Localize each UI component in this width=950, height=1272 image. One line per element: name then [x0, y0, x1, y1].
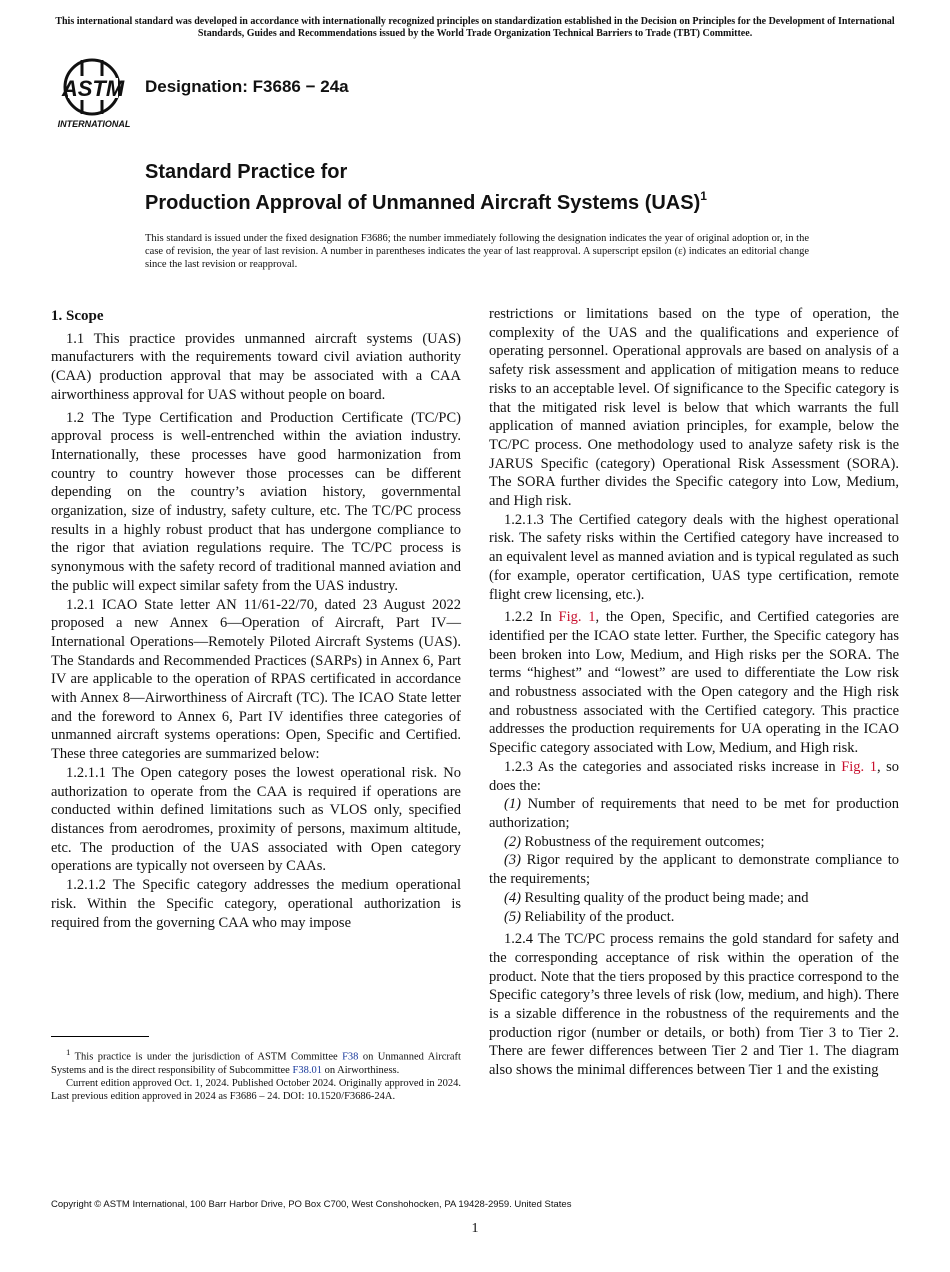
para-1-2-1-3: 1.2.1.3 The Certified category deals with the highest operational risk. The safety risks within the Certified category have increased to an equivalent level as manned aviation and is typical regulated as such (for example, operator certification, UAS type certification, remote flight crew licensing, etc.). — [489, 511, 899, 603]
title-footnote-marker: 1 — [700, 189, 707, 203]
figure-link[interactable]: Fig. 1 — [841, 758, 877, 775]
para-1-2-1-2-continued: restrictions or limitations based on the type of operation, the complexity of the UAS and the qualifications and experience of operating personnel. Operational approvals are based on analysis of a safety risk assessment and application of mitigation means to reduce risks to an acceptable level. Of significance to the Specific category is that the mitigated risk level is below that which warrants the full application of manned aviation principles, for example, below the TC/PC process. One methodology used to analyze safety risk is the JARUS Specific (category) Operational Risk Assessment (SORA). The SORA further divides the Specific category into Low, Medium, and High risk. — [489, 306, 899, 510]
para-1-1: 1.1 This practice provides unmanned aircraft systems (UAS) manufacturers with the requirements toward civil aviation authority (CAA) production approval that may be associated with a CAA airworthiness approval for UAS without people on board. — [51, 330, 461, 403]
list-number: (5) — [504, 908, 521, 925]
list-number: (2) — [504, 833, 521, 850]
para-1-2-3 — [489, 758, 899, 795]
title-line-2 — [145, 184, 707, 215]
list-item — [489, 795, 899, 832]
footnote-approval: Current edition approved Oct. 1, 2024. Published October 2024. Originally approved in 2024. Last previous edition approved in 2024 as F3686 – 24. DOI: 10.1520/F3686-24A. — [51, 1077, 461, 1102]
list-text: Resulting quality of the product being made; and — [520, 889, 809, 906]
para-1-2-1: 1.2.1 ICAO State letter AN 11/61-22/70, dated 23 August 2022 proposed a new Annex 6—Operation of Aircraft, Part IV—International Operations—Remotely Piloted Aircraft Systems (UAS). The Standards and Recommended Practices (SARPs) in Annex 6, Part IV are applicable to the operation of RPAS certificated in accordance with Annex 8—Airworthiness of Aircraft (TC). The ICAO State letter and the foreword to Annex 6, Part IV identifies three categories of unmanned aircraft systems operations: Open, Specific and Certified. These three categories are summarized below: — [51, 596, 461, 763]
issue-note: This standard is issued under the fixed designation F3686; the number immediately following the designation indicates the year of original adoption or, in the case of revision, the year of last revision. A number in parentheses indicates the year of last reapproval. A superscript epsilon (ε) indicates an editorial change since the last revision or reapproval. — [145, 233, 809, 270]
list-number: (3) — [504, 852, 521, 869]
footnote-jurisdiction — [51, 1046, 461, 1077]
para-text: 1.2.3 As the categories and associated risks increase in — [504, 758, 842, 775]
para-1-2-1-2: 1.2.1.2 The Specific category addresses the medium operational risk. Within the Specific category, operational authorization is required from the governing CAA who may impose — [51, 877, 461, 931]
footnote — [51, 1046, 461, 1103]
figure-link[interactable]: Fig. 1 — [558, 609, 596, 626]
footnote-text: on Airworthiness. — [321, 1064, 400, 1076]
para-1-2-2 — [489, 608, 899, 758]
para-text: , the Open, Specific, and Certified categories are identified per the ICAO state letter. Further, the Specific category has been broken into Low, Medium, and High risks per the SORA. The terms “highest” and “lowest” are used to differentiate the Low risk and robustness associated with the Open category and the High risk and robustness associated with the Certified category. This practice addresses the production requirements for UA operating in the ICAO Specific category associated with Low, Medium, and High risk. — [489, 609, 899, 757]
section-heading: 1. Scope — [51, 308, 104, 324]
para-text: 1.2.2 In — [504, 609, 559, 626]
para-text: , so does the: — [489, 758, 899, 794]
title-text: Production Approval of Unmanned Aircraft Systems (UAS) — [145, 192, 701, 214]
left-column — [51, 307, 461, 932]
committee-link[interactable]: F38 — [342, 1051, 359, 1063]
para-1-2-1-1: 1.2.1.1 The Open category poses the lowest operational risk. No authorization to operate from the CAA is required if operations are conducted within defined limitations such as VLOS only, specified distances from aerodromes, proximity of persons, maximum altitude, etc. The production of the UAS associated with Open category operations are typically not overseen by CAAs. — [51, 764, 461, 875]
title-line-1: Standard Practice for — [145, 161, 348, 183]
footnote-divider — [51, 1036, 149, 1037]
list-number: (1) — [504, 796, 521, 813]
list-item — [489, 908, 899, 927]
astm-logo — [52, 56, 136, 130]
list-number: (4) — [504, 889, 521, 906]
list-item — [489, 833, 899, 852]
logo-text: ASTM — [61, 76, 125, 101]
logo-subtext: INTERNATIONAL — [57, 119, 131, 129]
list-text: Robustness of the requirement outcomes; — [520, 833, 765, 850]
right-column — [489, 305, 899, 1080]
list-text: Rigor required by the applicant to demonstrate compliance to the requirements; — [489, 852, 899, 888]
designation: Designation: F3686 − 24a — [145, 77, 349, 96]
para-1-2-4: 1.2.4 The TC/PC process remains the gold standard for safety and the corresponding acceptance of risk within the operation of the product. Note that the tiers proposed by this practice correspond to the Specific category’s three levels of risk (low, medium, and high). There is a sizable difference in the robustness of the requirements and the production rigor (number or details, or both) from Tier 3 to Tier 2. There are fewer differences between Tier 2 and Tier 1. The diagram also shows the minimal differences between Tier 1 and the existing — [489, 931, 899, 1079]
list-text: Number of requirements that need to be met for production authorization; — [489, 796, 899, 831]
footnote-text: This practice is under the jurisdiction of ASTM Committee — [70, 1051, 343, 1063]
subcommittee-link[interactable]: F38.01 — [292, 1064, 322, 1076]
para-1-2: 1.2 The Type Certification and Production Certificate (TC/PC) approval process is well-entrenched within the aviation industry. Internationally, these processes have good harmonization from country to country however those processes can be different depending on the country’s aviation history, governmental organization, size of industry, safety culture, etc. The TC/PC process results in a highly robust product that has undergone compliance to the rigor that aviation regulations require. The TC/PC process is synonymous with the safety record of traditional manned aviation and the public will expect similar safety from the UAS industry. — [51, 409, 461, 594]
copyright: Copyright © ASTM International, 100 Barr Harbor Drive, PO Box C700, West Conshohocken, PA 19428-2959. United States — [51, 1199, 572, 1210]
footnote-marker: 1 — [66, 1047, 71, 1057]
list-text: Reliability of the product. — [520, 908, 675, 925]
list-item — [489, 889, 899, 908]
standards-notice: This international standard was developed in accordance with internationally recognized principles on standardization established in the Decision on Principles for the Development of International Standards, Guides and Recommendations issued by the World Trade Organization Technical Barriers to Trade (TBT) Committee. — [55, 16, 895, 39]
list-item — [489, 851, 899, 888]
page-number: 1 — [471, 1221, 479, 1236]
footnote-text: on Unmanned Aircraft Systems and is the direct responsibility of Subcommittee — [51, 1051, 461, 1076]
